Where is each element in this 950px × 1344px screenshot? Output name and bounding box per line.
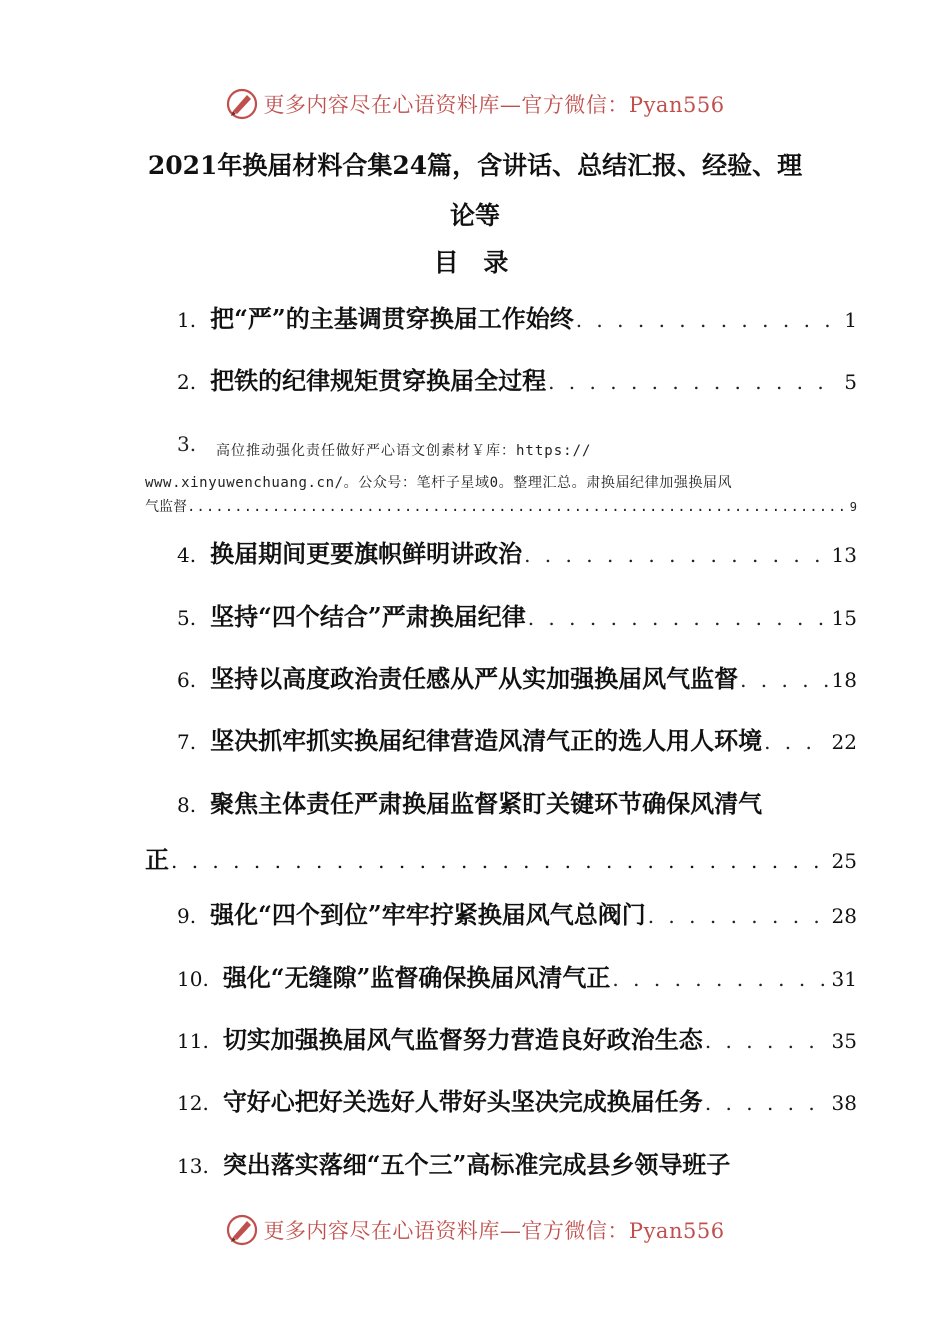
toc-entry-title: 守好心把好关选好人带好头坚决完成换届任务 <box>222 1087 703 1116</box>
toc-entry-page: 1 <box>844 308 857 332</box>
toc-entry-title: 坚持“四个结合”严肃换届纪律 <box>210 602 526 631</box>
toc-entry-title: 坚决抓牢抓实换届纪律营造风清气正的选人用人环境 <box>210 726 763 755</box>
toc-entry-title-cont: 正 <box>145 845 169 874</box>
toc-entry-title: 把“严”的主基调贯穿换届工作始终 <box>210 304 574 333</box>
toc-entry-number: 13. <box>177 1154 209 1178</box>
toc-entry-1[interactable] <box>145 299 857 339</box>
toc-entry-7[interactable] <box>145 721 857 761</box>
toc-entry-number: 7. <box>177 730 197 754</box>
dot-leader <box>528 606 828 630</box>
toc-entry-11[interactable] <box>145 1020 857 1060</box>
dot-leader <box>740 668 827 692</box>
dot-leader <box>648 904 828 928</box>
toc-entry-number: 4. <box>177 543 197 567</box>
toc-entry-13[interactable] <box>145 1145 857 1185</box>
dot-leader <box>612 967 827 991</box>
footer-banner <box>0 1210 950 1250</box>
dot-leader <box>705 1029 828 1053</box>
toc-entry-title: 强化“无缝隙”监督确保换届风清气正 <box>222 963 611 992</box>
toc-entry-number: 11. <box>177 1029 209 1053</box>
toc-heading: 目 录 <box>433 248 517 277</box>
toc-entry-10[interactable] <box>145 958 857 998</box>
toc-entry-title-line2: www.xinyuwenchuang.cn/。公众号：笔杆子星域0。整理汇总。肃换届纪律加强换届风 <box>145 475 733 491</box>
toc-entry-8[interactable] <box>145 784 857 880</box>
toc-entry-page: 18 <box>831 668 857 692</box>
toc-entry-page: 31 <box>831 967 857 991</box>
pen-logo-icon <box>225 1213 259 1247</box>
toc-entry-page: 22 <box>831 730 857 754</box>
toc-entry-page: 25 <box>831 849 857 873</box>
toc-entry-page: 5 <box>844 370 857 394</box>
toc-entry-page: 15 <box>831 606 857 630</box>
toc-entry-12[interactable] <box>145 1082 857 1122</box>
document-title-line1: 2021年换届材料合集24篇，含讲话、总结汇报、经验、理 <box>147 151 803 180</box>
toc-entry-page: 35 <box>831 1029 857 1053</box>
dot-leader <box>524 543 827 567</box>
toc-entry-4[interactable] <box>145 534 857 574</box>
dot-leader <box>171 849 828 873</box>
toc-entry-2[interactable] <box>145 361 857 401</box>
toc-entry-5[interactable] <box>145 597 857 637</box>
toc-entry-title-line1: 高位推动强化责任做好严心语文创素材￥库：https:// <box>216 443 592 459</box>
dot-leader <box>576 308 841 332</box>
toc-entry-number: 9. <box>177 904 197 928</box>
dot-leader <box>764 730 827 754</box>
toc-entry-title: 换届期间更要旗帜鲜明讲政治 <box>210 539 523 568</box>
toc-entry-page: 9 <box>849 500 857 514</box>
toc-entry-title: 聚焦主体责任严肃换届监督紧盯关键环节确保风清气 <box>210 789 763 818</box>
toc-entry-number: 6. <box>177 668 197 692</box>
dot-leader <box>187 499 848 515</box>
toc-entry-number: 10. <box>177 967 209 991</box>
toc-entry-page: 13 <box>831 543 857 567</box>
toc-entry-number: 1. <box>177 308 197 332</box>
document-title-line2: 论等 <box>449 201 500 230</box>
banner-text: 更多内容尽在心语资料库—官方微信：Pyan556 <box>263 1219 725 1243</box>
toc-entry-number: 3. <box>177 432 197 456</box>
toc-entry-title: 切实加强换届风气监督努力营造良好政治生态 <box>222 1025 703 1054</box>
toc-entry-number: 5. <box>177 606 197 630</box>
dot-leader <box>548 370 840 394</box>
toc-entry-number: 2. <box>177 370 197 394</box>
banner-text: 更多内容尽在心语资料库—官方微信：Pyan556 <box>263 93 725 117</box>
toc-entry-title: 突出落实落细“五个三”高标准完成县乡领导班子 <box>222 1150 731 1179</box>
toc-entry-title-line3: 气监督 <box>145 499 187 515</box>
toc-entry-6[interactable] <box>145 659 857 699</box>
toc-entry-page: 28 <box>831 904 857 928</box>
toc-entry-page: 38 <box>831 1091 857 1115</box>
toc-entry-title: 把铁的纪律规矩贯穿换届全过程 <box>210 366 547 395</box>
toc-entry-title: 坚持以高度政治责任感从严从实加强换届风气监督 <box>210 664 739 693</box>
toc-entry-number: 8. <box>177 793 197 817</box>
toc-entry-number: 12. <box>177 1091 209 1115</box>
dot-leader <box>705 1091 828 1115</box>
toc-entry-title: 强化“四个到位”牢牢拧紧换届风气总阀门 <box>210 900 646 929</box>
toc-entry-9[interactable] <box>145 895 857 935</box>
